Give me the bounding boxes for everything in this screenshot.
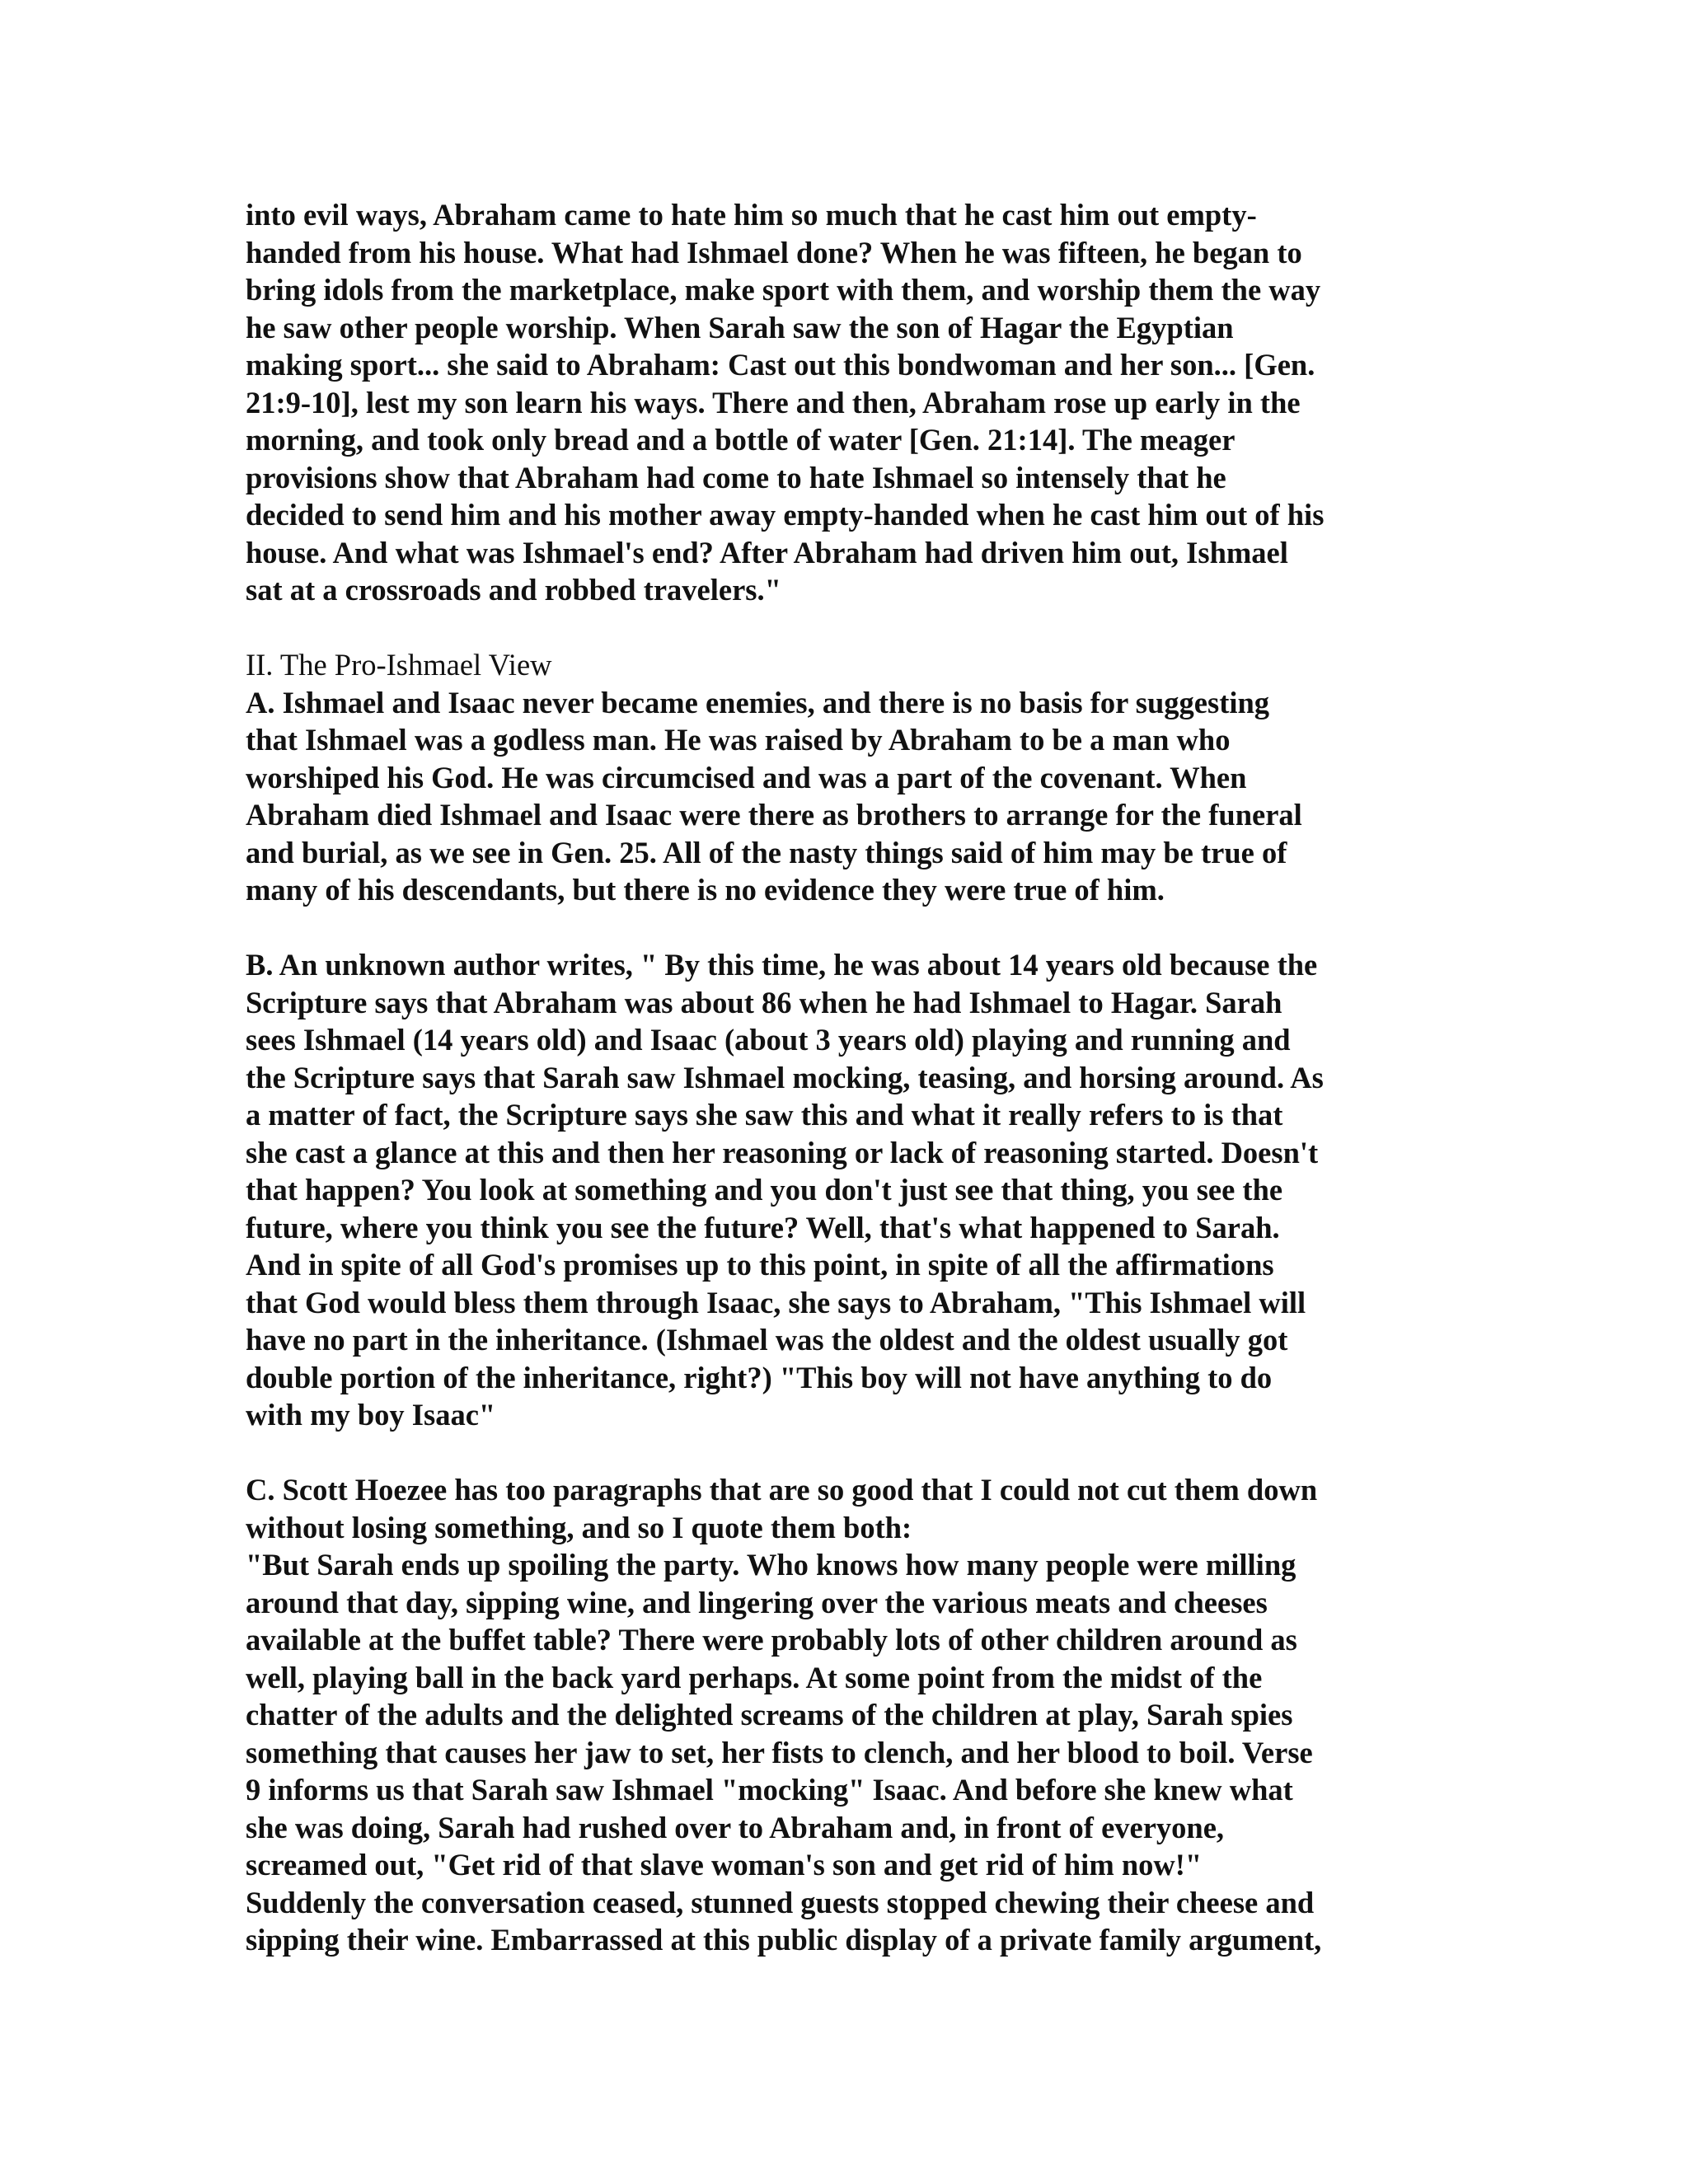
text-line: handed from his house. What had Ishmael done? When he was fifteen, he began to xyxy=(246,235,1302,269)
text-line: A. Ishmael and Isaac never became enemies, and there is no basis for suggesting xyxy=(246,685,1270,719)
text-line: available at the buffet table? There were probably lots of other children around as xyxy=(246,1623,1297,1657)
text-line: 21:9-10], lest my son learn his ways. There and then, Abraham rose up early in the xyxy=(246,385,1301,419)
text-line: double portion of the inheritance, right?) "This boy will not have anything to do xyxy=(246,1360,1273,1394)
text-line: without losing something, and so I quote them both: xyxy=(246,1510,912,1544)
text-line: he saw other people worship. When Sarah saw the son of Hagar the Egyptian xyxy=(246,310,1234,344)
text-line: something that causes her jaw to set, her fists to clench, and her blood to boil. Verse xyxy=(246,1735,1313,1769)
text-line: that happen? You look at something and you don't just see that thing, you see the xyxy=(246,1173,1283,1207)
text-line: "But Sarah ends up spoiling the party. Who knows how many people were milling xyxy=(246,1548,1296,1582)
text-line: around that day, sipping wine, and lingering over the various meats and cheeses xyxy=(246,1585,1268,1619)
text-line: provisions show that Abraham had come to hate Ishmael so intensely that he xyxy=(246,460,1226,494)
text-line: chatter of the adults and the delighted screams of the children at play, Sarah spies xyxy=(246,1698,1293,1732)
text-line: Suddenly the conversation ceased, stunned guests stopped chewing their cheese and xyxy=(246,1885,1315,1919)
text-line: that Ishmael was a godless man. He was raised by Abraham to be a man who xyxy=(246,723,1231,757)
text-line: and burial, as we see in Gen. 25. All of the nasty things said of him may be true of xyxy=(246,835,1287,869)
text-line: And in spite of all God's promises up to this point, in spite of all the affirmations xyxy=(246,1248,1274,1282)
text-line: Abraham died Ishmael and Isaac were there as brothers to arrange for the funeral xyxy=(246,798,1302,832)
paragraph-b xyxy=(246,946,1441,1434)
paragraph-spacer xyxy=(246,1434,1441,1472)
paragraph-a xyxy=(246,684,1441,909)
text-line: Scripture says that Abraham was about 86 when he had Ishmael to Hagar. Sarah xyxy=(246,985,1282,1019)
text-line: with my boy Isaac" xyxy=(246,1398,496,1432)
text-line: 9 informs us that Sarah saw Ishmael "mocking" Isaac. And before she knew what xyxy=(246,1773,1293,1807)
text-line: decided to send him and his mother away empty-handed when he cast him out of his xyxy=(246,498,1325,532)
paragraph-spacer xyxy=(246,609,1441,647)
text-line: she cast a glance at this and then her reasoning or lack of reasoning started. Doesn't xyxy=(246,1135,1319,1169)
paragraph-spacer xyxy=(246,909,1441,947)
document-body xyxy=(246,196,1441,1959)
text-line: sat at a crossroads and robbed travelers." xyxy=(246,573,781,607)
text-line: the Scripture says that Sarah saw Ishmael mocking, teasing, and horsing around. As xyxy=(246,1060,1324,1094)
text-line: sees Ishmael (14 years old) and Isaac (about 3 years old) playing and running and xyxy=(246,1023,1291,1057)
text-line: bring idols from the marketplace, make sport with them, and worship them the way xyxy=(246,273,1321,307)
text-line: future, where you think you see the future? Well, that's what happened to Sarah. xyxy=(246,1210,1280,1244)
text-line: C. Scott Hoezee has too paragraphs that are so good that I could not cut them down xyxy=(246,1473,1318,1507)
text-line: worshiped his God. He was circumcised and was a part of the covenant. When xyxy=(246,760,1247,794)
text-line: a matter of fact, the Scripture says she saw this and what it really refers to is that xyxy=(246,1098,1283,1132)
text-line: sipping their wine. Embarrassed at this public display of a private family argument, xyxy=(246,1923,1322,1957)
text-line: she was doing, Sarah had rushed over to Abraham and, in front of everyone, xyxy=(246,1810,1225,1844)
text-line: house. And what was Ishmael's end? After Abraham had driven him out, Ishmael xyxy=(246,535,1288,569)
text-line: B. An unknown author writes, " By this time, he was about 14 years old because the xyxy=(246,948,1318,982)
text-line: into evil ways, Abraham came to hate him so much that he cast him out empty- xyxy=(246,198,1257,232)
text-line: well, playing ball in the back yard perhaps. At some point from the midst of the xyxy=(246,1660,1263,1694)
paragraph-continuation xyxy=(246,196,1441,609)
text-line: morning, and took only bread and a bottle of water [Gen. 21:14]. The meager xyxy=(246,423,1236,457)
text-line: have no part in the inheritance. (Ishmael was the oldest and the oldest usually got xyxy=(246,1323,1288,1357)
text-line: that God would bless them through Isaac, she says to Abraham, "This Ishmael will xyxy=(246,1285,1306,1319)
text-line: many of his descendants, but there is no evidence they were true of him. xyxy=(246,873,1165,907)
section-heading: II. The Pro-Ishmael View xyxy=(246,648,552,682)
text-line: making sport... she said to Abraham: Cast out this bondwoman and her son... [Gen. xyxy=(246,348,1315,382)
text-line: screamed out, "Get rid of that slave woman's son and get rid of him now!" xyxy=(246,1848,1203,1882)
paragraph-c xyxy=(246,1471,1441,1959)
